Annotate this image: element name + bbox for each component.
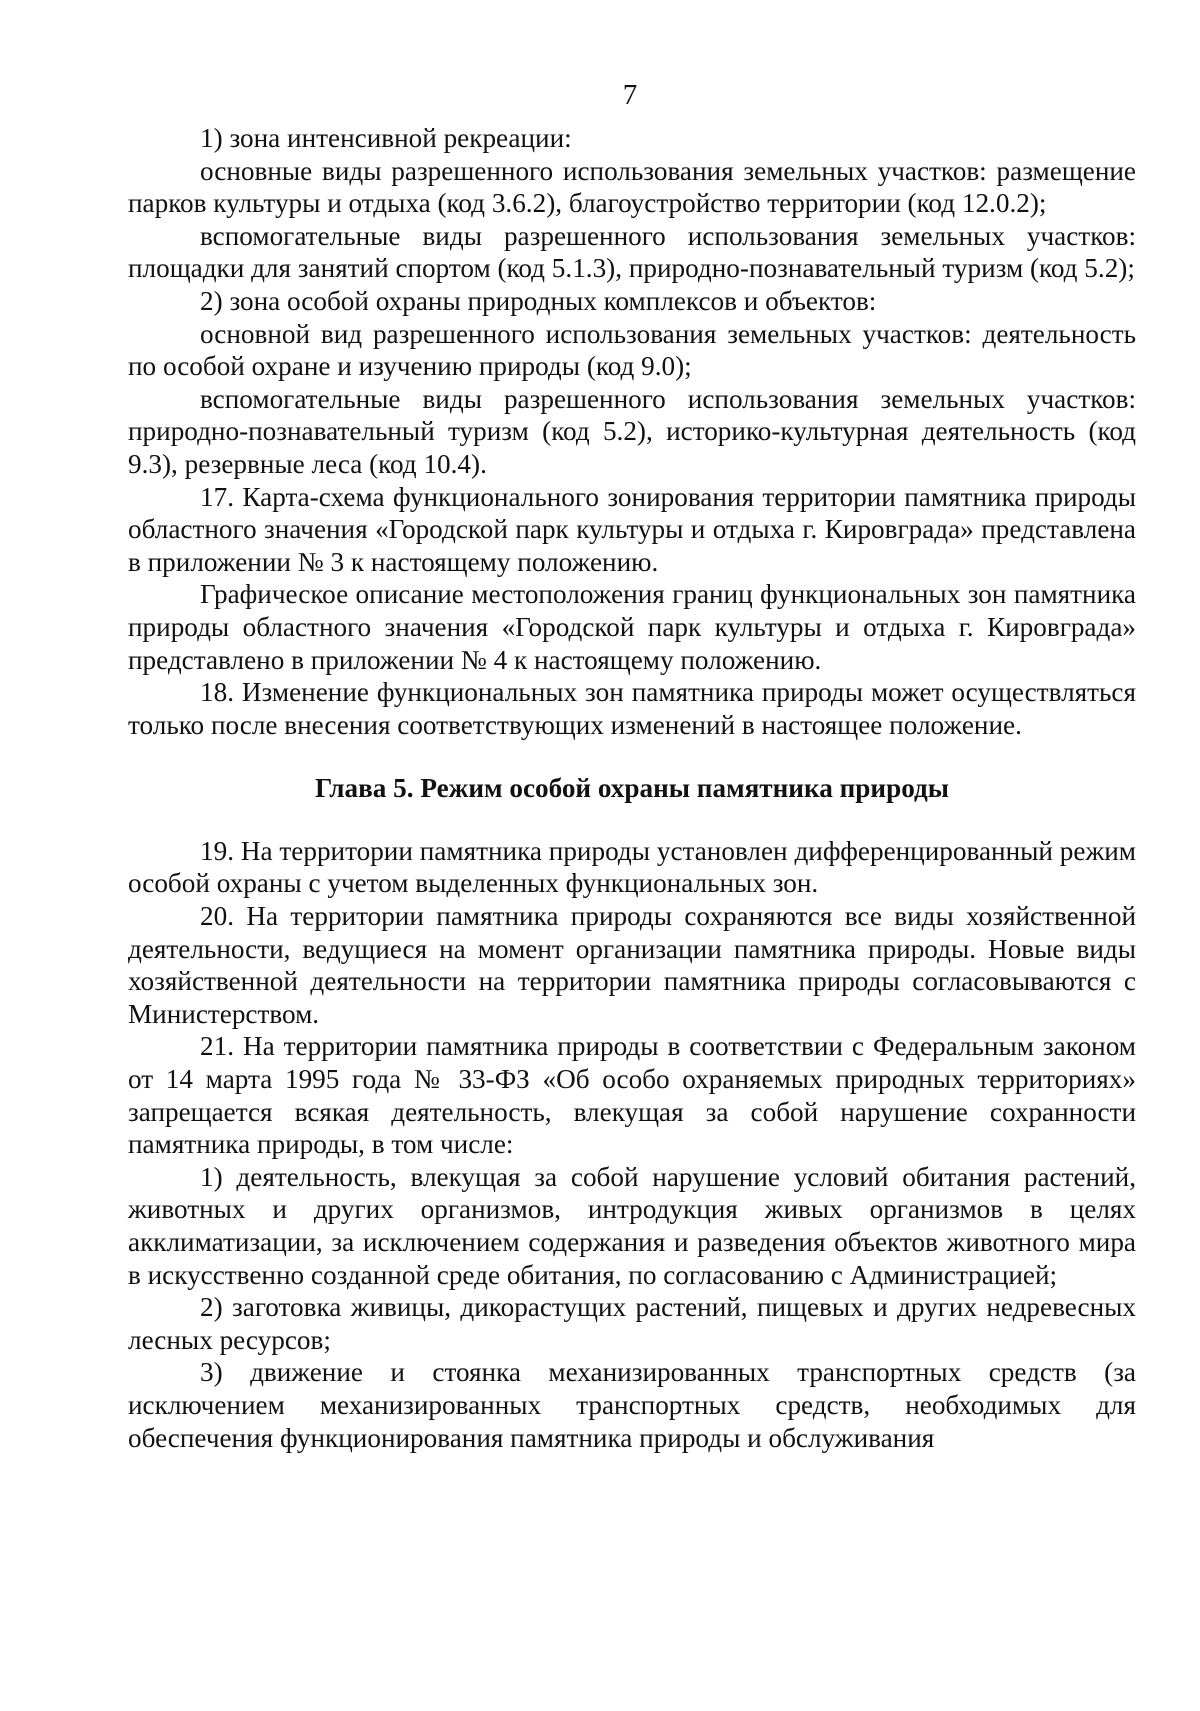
paragraph: вспомогательные виды разрешенного использования земельных участков: площадки для занятий спортом (код 5.1.3), природно-познавательный туризм (код 5.2);	[128, 220, 1136, 284]
paragraph: Графическое описание местоположения границ функциональных зон памятника природы областного значения «Городской парк культуры и отдыха г. Кировграда» представлено в приложении № 4 к настоящему положению.	[128, 579, 1136, 675]
paragraph: вспомогательные виды разрешенного использования земельных участков: природно-познавательный туризм (код 5.2), историко-культурная деятельность (код 9.3), резервные леса (код 10.4).	[128, 383, 1136, 479]
paragraph: 1) деятельность, влекущая за собой нарушение условий обитания растений, животных и других организмов, интродукция живых организмов в целях акклиматизации, за исключением содержания и разведения объектов животного мира в искусственно созданной среде обитания, по согласованию с Администрацией;	[128, 1161, 1136, 1290]
paragraph: 2) зона особой охраны природных комплексов и объектов:	[200, 285, 877, 316]
paragraph: 18. Изменение функциональных зон памятника природы может осуществляться только после внесения соответствующих изменений в настоящее положение.	[128, 677, 1136, 740]
paragraph: 21. На территории памятника природы в соответствии с Федеральным законом от 14 марта 1995 года № 33-ФЗ «Об особо охраняемых природных территориях» запрещается всякая деятельность, влекущая за собой нарушение сохранности памятника природы, в том числе:	[128, 1031, 1136, 1160]
paragraph: 19. На территории памятника природы установлен дифференцированный режим особой охраны с учетом выделенных функциональных зон.	[128, 835, 1136, 899]
paragraph: 17. Карта-схема функционального зонирования территории памятника природы областного значения «Городской парк культуры и отдыха г. Кировграда» представлена в приложении № 3 к настоящему положению.	[128, 481, 1136, 577]
paragraph: 2) заготовка живицы, дикорастущих растений, пищевых и других недревесных лесных ресурсов;	[128, 1292, 1136, 1355]
chapter-heading: Глава 5. Режим особой охраны памятника природы	[315, 773, 949, 804]
paragraph: 1) зона интенсивной рекреации:	[200, 123, 572, 153]
paragraph: 20. На территории памятника природы сохраняются все виды хозяйственной деятельности, ведущиеся на момент организации памятника природы. Новые виды хозяйственной деятельности на территории памятника природы согласовываются с Министерством.	[128, 901, 1136, 1029]
page-number: 7	[622, 79, 638, 111]
paragraph: основной вид разрешенного использования земельных участков: деятельность по особой охране и изучению природы (код 9.0);	[128, 318, 1136, 382]
document-body	[128, 122, 1136, 1454]
paragraph: основные виды разрешенного использования земельных участков: размещение парков культуры и отдыха (код 3.6.2), благоустройство территории (код 12.0.2);	[128, 155, 1136, 219]
paragraph: 3) движение и стоянка механизированных транспортных средств (за исключением механизированных транспортных средств, необходимых для обеспечения функционирования памятника природы и обслуживания	[128, 1357, 1136, 1453]
